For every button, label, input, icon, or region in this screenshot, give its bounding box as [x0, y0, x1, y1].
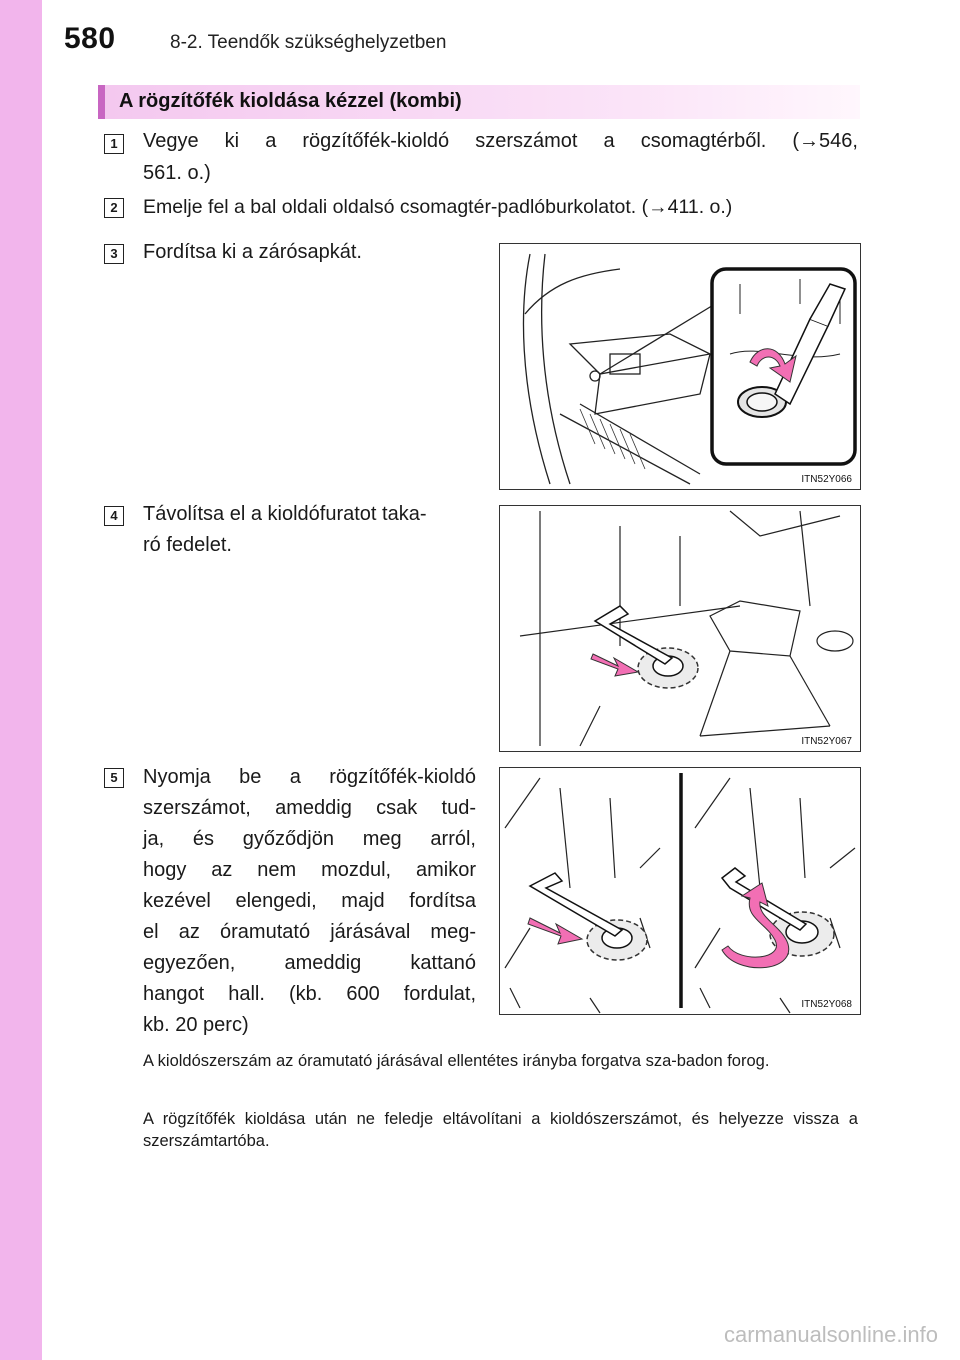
step-4-number: 4 — [104, 506, 124, 526]
illustration-1-caption: ITN52Y066 — [801, 474, 852, 485]
step-5-line: kb. 20 perc) — [143, 1014, 249, 1036]
illustration-cover-removal — [499, 505, 861, 752]
step-1-text-line1: Vegye ki a rögzítőfék-kioldó szerszámot a csomagtérből. (→546, — [143, 130, 858, 152]
step-3-number: 3 — [104, 244, 124, 264]
note-remove-tool: A rögzítőfék kioldása után ne feledje eltávolítani a kioldószerszámot, és helyezze vissza a szerszámtartóba. — [143, 1110, 858, 1150]
step-1-text-line2: 561. o.) — [143, 162, 211, 184]
illustration-trunk-cap — [499, 243, 861, 490]
step-5-line: el az óramutató járásával meg- — [143, 921, 476, 943]
step-5-line: szerszámot, ameddig csak tud- — [143, 797, 476, 819]
page-number: 580 — [64, 22, 116, 55]
side-color-strip — [0, 0, 42, 1360]
step-5-line: hangot hall. (kb. 600 fordulat, — [143, 983, 476, 1005]
illustration-2-caption: ITN52Y067 — [801, 736, 852, 747]
step-5-line: egyezően, ameddig kattanó — [143, 952, 476, 974]
step-2-text: Emelje fel a bal oldali oldalsó csomagtér-padlóburkolatot. (→411. o.) — [143, 196, 733, 218]
breadcrumb: 8-2. Teendők szükséghelyzetben — [170, 32, 447, 53]
step-5-line: Nyomja be a rögzítőfék-kioldó — [143, 766, 476, 788]
section-header — [98, 85, 860, 119]
note-counterclockwise: A kioldószerszám az óramutató járásával ellentétes irányba forgatva sza-badon forog. — [143, 1052, 770, 1070]
illustration-tool-turning — [499, 767, 861, 1015]
step-5-line: hogy az nem mozdul, amikor — [143, 859, 476, 881]
step-4-text-line2: ró fedelet. — [143, 534, 232, 556]
step-5-number: 5 — [104, 768, 124, 788]
illustration-3-caption: ITN52Y068 — [801, 999, 852, 1010]
step-3-text: Fordítsa ki a zárósapkát. — [143, 241, 362, 263]
step-5-line: ja, és győződjön meg arról, — [143, 828, 476, 850]
watermark: carmanualsonline.info — [723, 1322, 938, 1347]
section-title: A rögzítőfék kioldása kézzel (kombi) — [119, 90, 462, 112]
step-4-text-line1: Távolítsa el a kioldófuratot taka- — [143, 503, 427, 525]
step-1-number: 1 — [104, 134, 124, 154]
step-2-number: 2 — [104, 198, 124, 218]
step-5-line: kezével elengedi, majd fordítsa — [143, 890, 476, 912]
